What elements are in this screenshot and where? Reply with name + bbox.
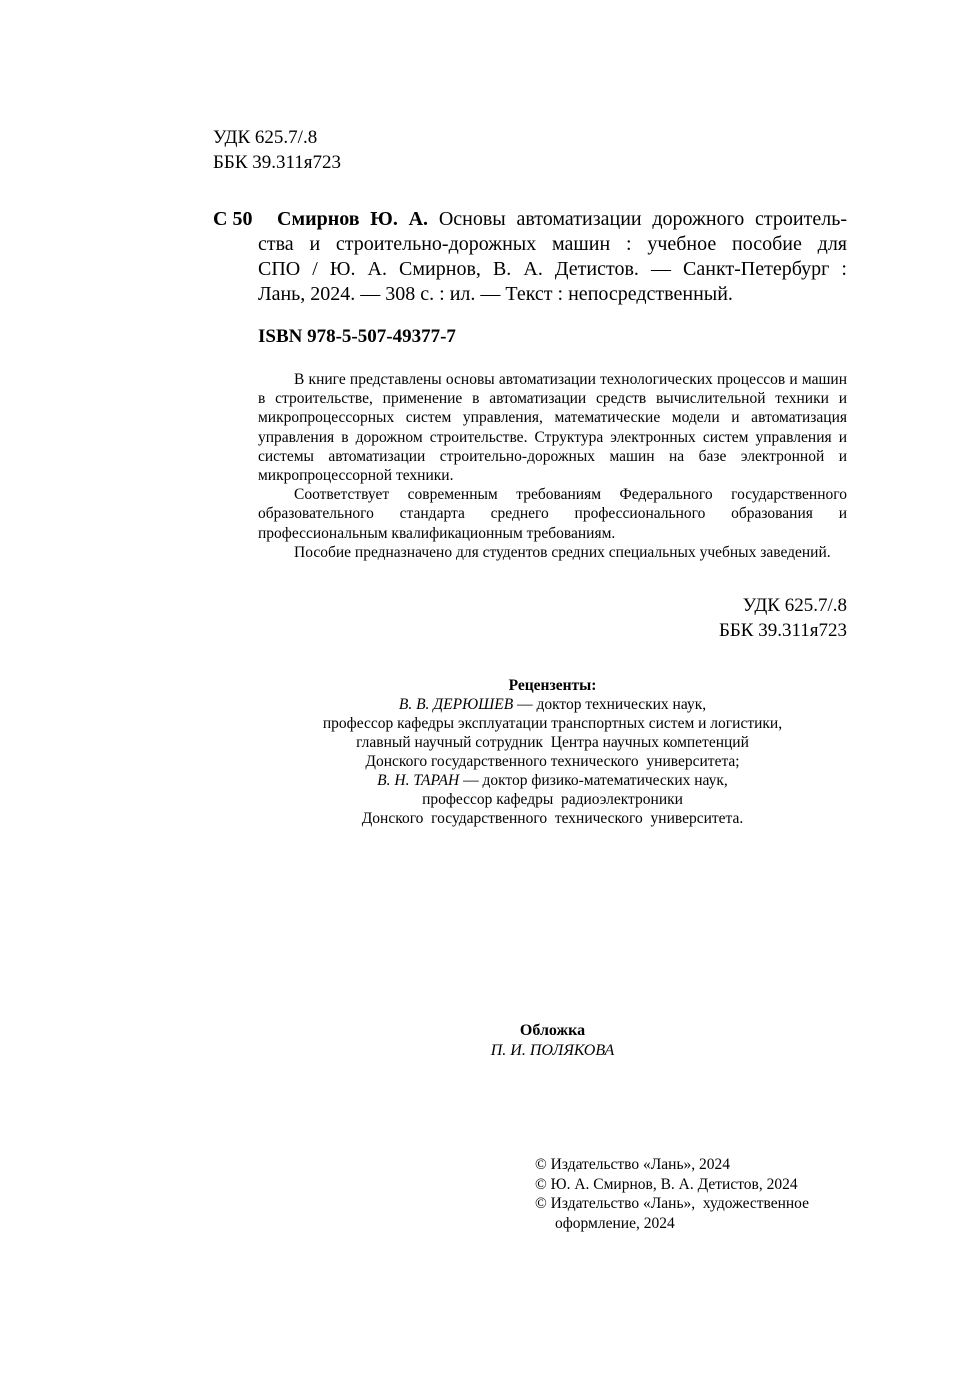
author-name: Смирнов Ю. А. <box>277 208 429 230</box>
reviewer-1-line-4: Донского государственного технического университета; <box>365 753 740 770</box>
isbn: ISBN 978-5-507-49377-7 <box>258 326 456 347</box>
entry-line-4: Лань, 2024. — 308 с. : ил. — Текст : непосредственный. <box>258 283 733 305</box>
reviewer-2-line-2: профессор кафедры радиоэлектроники <box>422 791 683 808</box>
annotation-paragraph-3: Пособие предназначено для студентов средних специальных учебных заведений. <box>294 543 831 561</box>
reviewer-1-name: В. В. ДЕРЮШЕВ <box>398 696 514 713</box>
reviewer-1-title: — доктор технических наук, <box>513 696 707 713</box>
bbk-code-bottom: ББК 39.311я723 <box>718 620 847 641</box>
copyright-line-1: © Издательство «Лань», 2024 <box>535 1156 731 1173</box>
bbk-code: ББК 39.311я723 <box>213 152 342 173</box>
copyright-line-2: © Ю. А. Смирнов, В. А. Детистов, 2024 <box>535 1175 798 1193</box>
bibliographic-entry-continuation <box>258 232 847 307</box>
bottom-classification-codes <box>719 593 847 643</box>
cover-heading: Обложка <box>519 1022 586 1039</box>
entry-first-line <box>277 207 847 232</box>
udk-code: УДК 625.7/.8 <box>213 127 318 148</box>
author-sign: С 50 <box>213 208 253 230</box>
annotation-paragraph-1: В книге представлены основы автоматизации технологических процессов и машин в строительстве, применение в автоматизации средств вычислительной техники и микропроцессорных систем управления, математические модели и автоматизация управления в дорожном строительстве. Структура электронных систем управления и системы автоматизации строительно-дорожных машин на базе электронной и микропроцессорной техники. <box>258 371 847 485</box>
reviewer-2-line-1 <box>258 771 847 790</box>
copyright-line-4: оформление, 2024 <box>555 1214 675 1232</box>
reviewer-2-name: В. Н. ТАРАН <box>377 772 460 789</box>
reviewer-1-line-3: главный научный сотрудник Центра научных компетенций <box>356 734 749 751</box>
annotation-paragraph-2: Соответствует современным требованиям Федерального государственного образовательного стандарта среднего профессионального образования и профессиональным квалификационным требованиям. <box>258 486 847 542</box>
copyright-block <box>535 1155 809 1233</box>
entry-line-2: ства и строительно-дорожных машин : учебное пособие для <box>258 233 847 255</box>
reviewers-heading: Рецензенты: <box>508 677 597 694</box>
reviewer-1-line-1 <box>258 695 847 714</box>
reviewer-2-title: — доктор физико-математических наук, <box>459 772 728 789</box>
udk-code-bottom: УДК 625.7/.8 <box>742 595 847 616</box>
annotation <box>258 370 847 562</box>
reviewer-1-line-2: профессор кафедры эксплуатации транспортных систем и логистики, <box>322 715 783 732</box>
top-classification-codes <box>213 125 341 175</box>
cover-credit <box>258 1021 847 1061</box>
copyright-line-3: © Издательство «Лань», художественное <box>535 1195 810 1212</box>
entry-line-3: СПО / Ю. А. Смирнов, В. А. Детистов. — Санкт-Петербург : <box>258 258 847 280</box>
title-start: Основы автоматизации дорожного строитель- <box>438 208 847 230</box>
cover-designer-name: П. И. ПОЛЯКОВА <box>490 1042 615 1059</box>
reviewers-block <box>258 676 847 828</box>
bibliographic-entry-line1 <box>277 207 847 232</box>
reviewer-2-line-3: Донского государственного технического университета. <box>361 810 744 827</box>
